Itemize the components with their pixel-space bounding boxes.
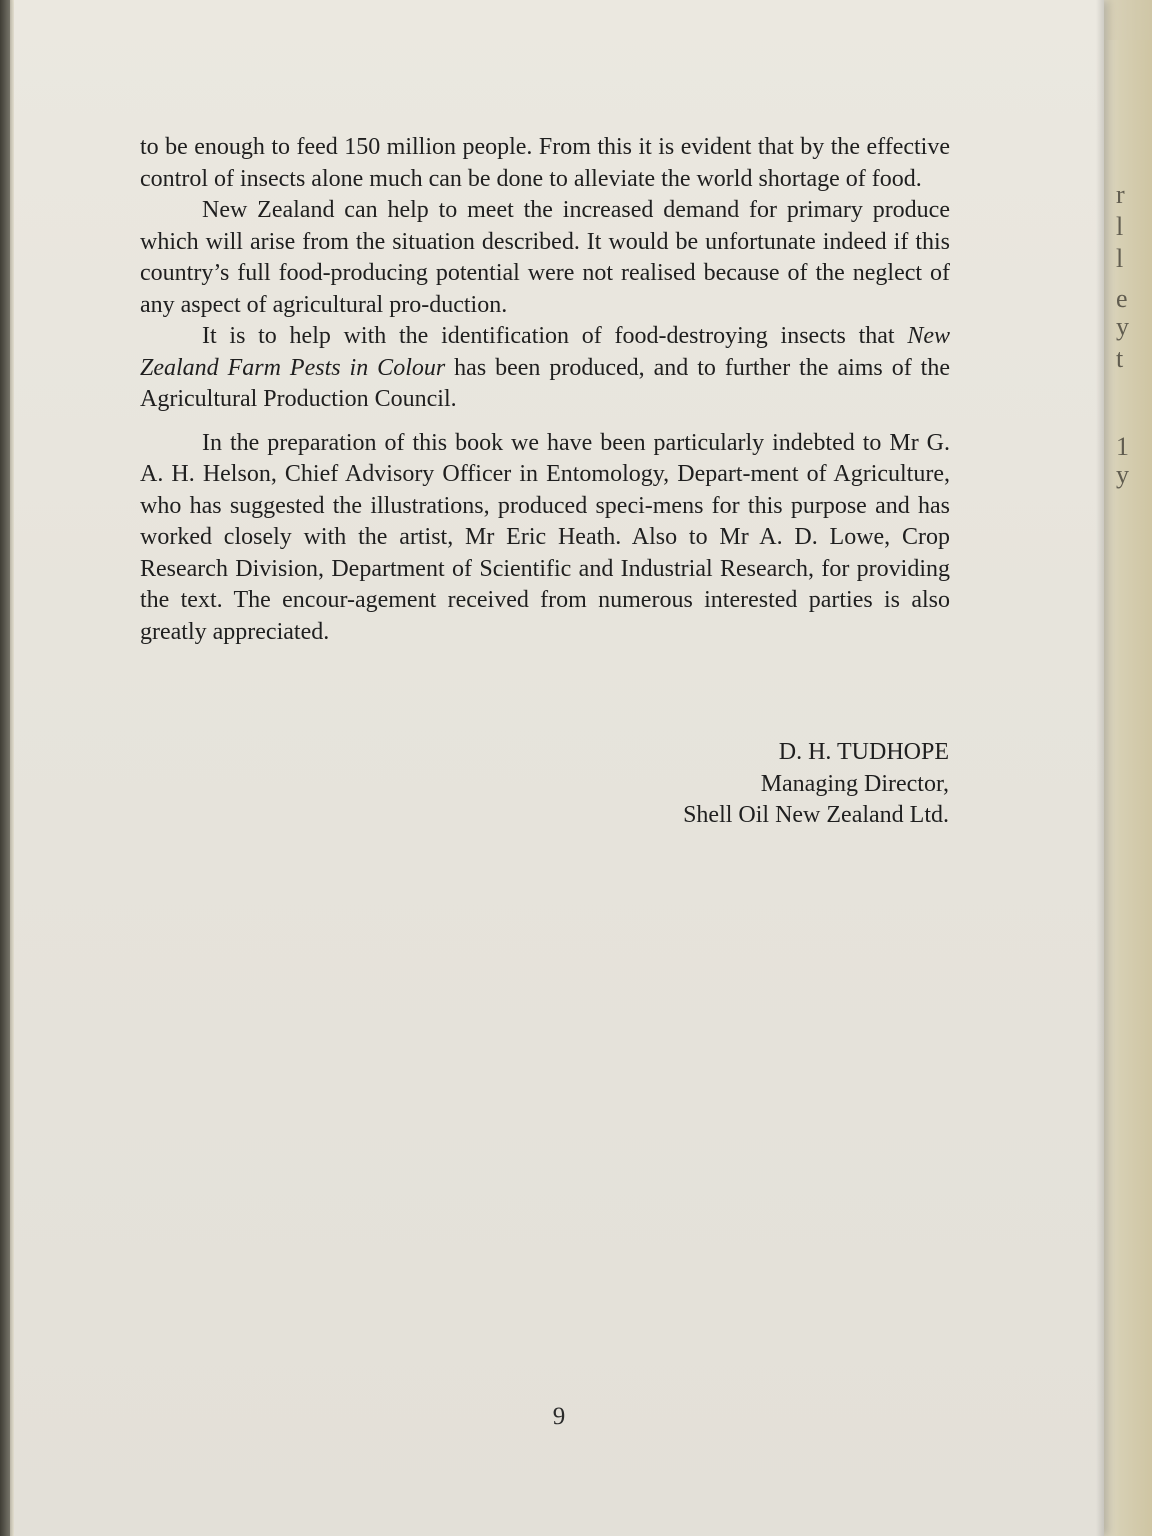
edge-glyph: e xyxy=(1116,284,1128,313)
paragraph-text: has been produced, and to further the aims of the Agricultural Production Council. xyxy=(140,354,951,412)
signatory-title: Managing Director, xyxy=(760,770,949,797)
edge-glyph: 1 xyxy=(1116,432,1129,461)
edge-glyph: t xyxy=(1116,344,1124,373)
signatory-name: D. H. TUDHOPE xyxy=(778,739,949,765)
page-number: 9 xyxy=(552,1403,566,1430)
paragraph: to be enough to feed 150 million people. From this it is evident that by the effective control of insects alone much can be done to alleviate the world shortage of food. xyxy=(140,134,950,192)
spine-shadow xyxy=(0,0,10,1536)
book-title: New Zealand Farm Pests in Colour xyxy=(140,323,950,381)
paragraph: New Zealand can help to meet the increased demand for primary produce which will arise from the situation described. It would be unfortunate indeed if this country’s full food-producing potential were not realised because of the neglect of any aspect of agricultural pro-duction. xyxy=(140,197,950,318)
paragraph: In the preparation of this book we have been particularly indebted to Mr G. A. H. Helson, Chief Advisory Officer in Entomology, Depart-ment of Agriculture, who has suggested the illustrations, produced speci-mens for this purpose and has worked closely with the artist, Mr Eric Heath. Also to Mr A. D. Lowe, Crop Research Division, Department of Scientific and Industrial Research, for providing the text. The encour-agement received from numerous interested parties is also greatly appreciated. xyxy=(140,429,950,645)
edge-glyph: l xyxy=(1116,212,1124,241)
body-text xyxy=(140,132,950,648)
book-page xyxy=(14,0,1104,1536)
signatory-company: Shell Oil New Zealand Ltd. xyxy=(683,802,949,828)
edge-glyph: l xyxy=(1116,244,1124,273)
edge-glyph: y xyxy=(1116,460,1129,489)
edge-glyph: y xyxy=(1116,312,1129,341)
back-page-edge xyxy=(1099,40,1152,1536)
paragraph-text: It is to help with the identification of food-destroying insects that xyxy=(202,323,908,349)
paragraph xyxy=(140,321,950,416)
edge-glyph: r xyxy=(1116,180,1125,209)
signature-block xyxy=(683,737,949,832)
